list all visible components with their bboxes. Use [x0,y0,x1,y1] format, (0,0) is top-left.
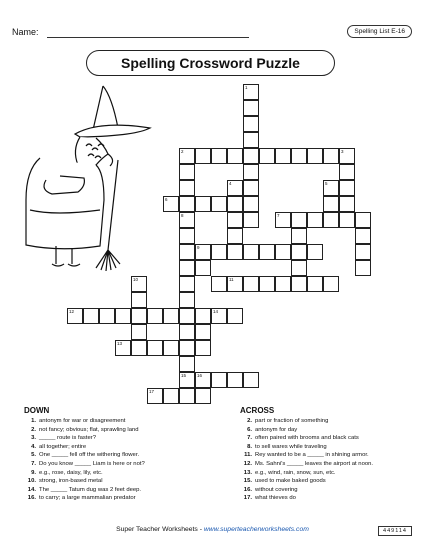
clue-number: 8. [247,443,252,450]
clue-number: 7. [31,460,36,467]
cell-number: 4 [229,181,232,186]
cell-number: 2 [181,149,184,154]
clue-number: 2. [247,418,252,424]
crossword-cell[interactable] [291,276,307,292]
clue-text: e.g., rose, daisy, lily, etc. [39,469,103,476]
crossword-cell[interactable] [195,308,211,324]
crossword-cell[interactable] [243,84,259,100]
clue-text: The _____ Tatum dug was 2 feet deep. [39,486,142,493]
down-clue [24,443,209,452]
crossword-cell[interactable] [179,180,195,196]
crossword-cell[interactable] [179,196,195,212]
crossword-cell[interactable] [131,340,147,356]
across-clue [240,434,415,443]
crossword-cell[interactable] [195,244,211,260]
cell-number: 16 [197,373,203,378]
crossword-cell[interactable] [291,228,307,244]
crossword-cell[interactable] [115,340,131,356]
crossword-cell[interactable] [227,244,243,260]
crossword-cell[interactable] [179,388,195,404]
clue-number: 16. [243,486,252,493]
crossword-cell[interactable] [259,148,275,164]
clue-text: without covering [255,486,298,493]
crossword-cell[interactable] [243,164,259,180]
crossword-cell[interactable] [355,228,371,244]
crossword-cell[interactable] [195,388,211,404]
crossword-cell[interactable] [243,196,259,212]
crossword-cell[interactable] [307,244,323,260]
crossword-cell[interactable] [195,148,211,164]
across-clue [240,460,415,469]
crossword-cell[interactable] [147,388,163,404]
clue-text: _____ route is faster? [39,435,96,442]
crossword-cell[interactable] [243,100,259,116]
cell-number: 1 [245,85,248,90]
down-clue [24,460,209,469]
footer-brand: Super Teacher Worksheets [116,526,198,533]
crossword-cell[interactable] [115,308,131,324]
list-badge: Spelling List E-16 [347,25,412,38]
crossword-cell[interactable] [339,148,355,164]
down-heading: DOWN [24,406,50,415]
clue-number: 4. [31,443,36,450]
clue-number: 6. [247,426,252,433]
crossword-cell[interactable] [179,324,195,340]
clue-number: 14. [27,486,36,493]
crossword-cell[interactable] [275,276,291,292]
crossword-cell[interactable] [307,276,323,292]
crossword-cell[interactable] [243,132,259,148]
cell-number: 6 [165,197,168,202]
crossword-cell[interactable] [227,148,243,164]
cell-number: 8 [181,213,184,218]
down-clue [24,494,209,503]
crossword-cell[interactable] [163,388,179,404]
across-clue [240,477,415,486]
crossword-cell[interactable] [211,196,227,212]
down-clue [24,486,209,495]
crossword-cell[interactable] [195,260,211,276]
crossword-cell[interactable] [243,212,259,228]
crossword-cell[interactable] [227,196,243,212]
crossword-cell[interactable] [323,276,339,292]
crossword-cell[interactable] [291,148,307,164]
cell-number: 11 [229,277,234,282]
cell-number: 3 [341,149,344,154]
crossword-cell[interactable] [243,180,259,196]
crossword-cell[interactable] [323,196,339,212]
crossword-cell[interactable] [179,212,195,228]
cell-number: 10 [133,277,139,282]
crossword-cell[interactable] [195,196,211,212]
clue-text: One _____ fell off the withering flower. [39,452,140,459]
down-clues [24,406,209,503]
crossword-cell[interactable] [243,372,259,388]
clue-text: not fancy; obvious; flat, sprawling land [39,426,139,433]
cell-number: 7 [277,213,280,218]
crossword-cell[interactable] [131,292,147,308]
crossword-cell[interactable] [67,308,83,324]
crossword-cell[interactable] [243,148,259,164]
name-label: Name: [12,27,39,37]
crossword-cell[interactable] [179,340,195,356]
clue-number: 11. [244,452,252,459]
page-title: Spelling Crossword Puzzle [121,55,300,71]
crossword-cell[interactable] [195,372,211,388]
crossword-cell[interactable] [243,244,259,260]
clue-number: 17. [243,495,252,502]
down-clue [24,451,209,460]
crossword-cell[interactable] [227,180,243,196]
crossword-cell[interactable] [275,148,291,164]
crossword-cell[interactable] [227,276,243,292]
crossword-cell[interactable] [179,148,195,164]
crossword-cell[interactable] [147,308,163,324]
clue-number: 7. [247,435,252,442]
crossword-cell[interactable] [163,340,179,356]
crossword-cell[interactable] [323,212,339,228]
worksheet-code: 449114 [378,526,412,536]
clue-number: 13. [243,469,252,476]
clue-number: 12. [243,460,252,467]
crossword-cell[interactable] [211,244,227,260]
crossword-cell[interactable] [339,212,355,228]
crossword-cell[interactable] [259,276,275,292]
clue-text: to sell wares while traveling [255,443,327,450]
crossword-cell[interactable] [339,164,355,180]
crossword-cell[interactable] [179,228,195,244]
cell-number: 17 [149,389,155,394]
clue-number: 5. [31,452,36,459]
clue-text: to carry; a large mammalian predator [39,495,136,502]
crossword-cell[interactable] [195,324,211,340]
down-clue [24,477,209,486]
clue-text: Do you know _____ Liam is here or not? [39,460,145,467]
clue-text: e.g., wind, rain, snow, sun, etc. [255,469,336,476]
clue-text: Rey wanted to be a _____ in shining armor. [255,452,369,459]
clue-text: used to make baked goods [255,478,326,485]
across-clues [240,406,415,503]
clue-number: 15. [243,478,252,485]
across-heading: ACROSS [240,406,275,415]
across-clue [240,443,415,452]
cell-number: 9 [197,245,200,250]
crossword-cell[interactable] [243,116,259,132]
crossword-cell[interactable] [243,276,259,292]
crossword-cell[interactable] [179,292,195,308]
crossword-cell[interactable] [195,340,211,356]
crossword-cell[interactable] [291,260,307,276]
clue-text: what thieves do [255,495,296,502]
clue-number: 10. [27,478,36,485]
crossword-cell[interactable] [147,340,163,356]
crossword-cell[interactable] [355,260,371,276]
cell-number: 12 [69,309,75,314]
cell-number: 15 [181,373,187,378]
clue-number: 9. [31,469,36,476]
across-clue [240,426,415,435]
clue-text: all together; entire [39,443,87,450]
clue-text: often paired with brooms and black cats [255,435,359,442]
crossword-cell[interactable] [323,180,339,196]
crossword-cell[interactable] [275,244,291,260]
crossword-cell[interactable] [355,244,371,260]
crossword-cell[interactable] [163,196,179,212]
crossword-cell[interactable] [275,212,291,228]
crossword-cell[interactable] [179,276,195,292]
across-clue [240,451,415,460]
crossword-cell[interactable] [179,244,195,260]
down-clue [24,434,209,443]
crossword-cell[interactable] [339,196,355,212]
crossword-cell[interactable] [307,148,323,164]
crossword-cell[interactable] [227,212,243,228]
across-clue [240,494,415,503]
crossword-cell[interactable] [259,244,275,260]
down-clue [24,469,209,478]
crossword-cell[interactable] [131,276,147,292]
crossword-cell[interactable] [131,324,147,340]
crossword-cell[interactable] [99,308,115,324]
clue-number: 1. [31,418,36,424]
crossword-cell[interactable] [307,212,323,228]
crossword-cell[interactable] [291,244,307,260]
clue-text: strong, iron-based metal [39,478,103,485]
clue-text: antonym for day [255,426,298,433]
clue-number: 2. [31,426,36,433]
clue-number: 16. [27,495,36,502]
across-clue [240,486,415,495]
crossword-cell[interactable] [179,308,195,324]
cell-number: 13 [117,341,123,346]
clue-number: 3. [31,435,36,442]
crossword-cell[interactable] [355,212,371,228]
crossword-cell[interactable] [211,148,227,164]
crossword-cell[interactable] [131,308,147,324]
crossword-cell[interactable] [227,308,243,324]
crossword-cell[interactable] [227,228,243,244]
clue-text: Ms. Sahni's _____ leaves the airport at noon. [255,460,374,467]
across-clue [240,469,415,478]
footer-separator: - [197,526,204,533]
crossword-cell[interactable] [211,308,227,324]
down-clue [24,426,209,435]
crossword-cell[interactable] [179,356,195,372]
crossword-cell[interactable] [339,180,355,196]
crossword-cell[interactable] [179,164,195,180]
crossword-cell[interactable] [163,308,179,324]
footer [0,526,425,533]
crossword-cell[interactable] [83,308,99,324]
across-clue [240,417,415,426]
cell-number: 14 [213,309,219,314]
crossword-cell[interactable] [211,276,227,292]
crossword-cell[interactable] [291,212,307,228]
crossword-cell[interactable] [323,148,339,164]
footer-url[interactable]: www.superteacherworksheets.com [203,526,309,533]
crossword-cell[interactable] [179,260,195,276]
clue-text: part or fraction of something [255,418,329,424]
down-clue [24,417,209,426]
crossword-cell[interactable] [179,372,195,388]
crossword-cell[interactable] [227,372,243,388]
clue-text: antonym for war or disagreement [39,418,126,424]
cell-number: 5 [325,181,328,186]
crossword-cell[interactable] [211,372,227,388]
